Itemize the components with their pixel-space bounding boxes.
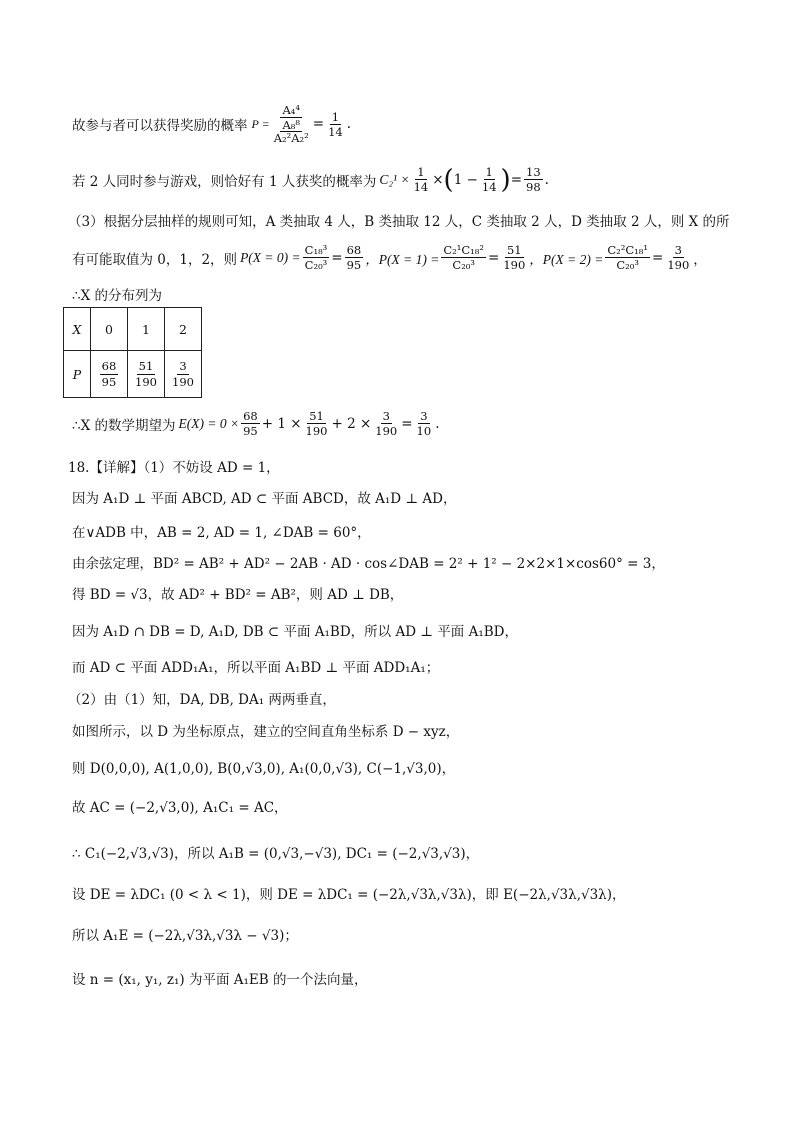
frac-num: C₂¹C₁₈² — [443, 243, 484, 257]
x-values-line — [72, 244, 707, 271]
text-line: 所以 A₁E = (−2λ,√3λ,√3λ − √3)； — [72, 928, 298, 944]
expectation-expr: E(X) = 0 × — [178, 415, 240, 431]
text-line: 则 D(0,0,0), A(1,0,0), B(0,√3,0), A₁(0,0,√3), C(−1,√3,0)， — [72, 761, 456, 777]
table-row-x — [64, 308, 202, 351]
stratified-sampling-line — [68, 210, 730, 230]
table-row-p — [64, 351, 202, 398]
solution-18-title — [68, 456, 280, 476]
frac-den: 190 — [135, 374, 157, 389]
p-x2-label: ，P(X = 2) = — [529, 251, 604, 267]
prob-fraction-num: A₄⁴ — [282, 103, 301, 117]
solution-line — [72, 842, 479, 862]
left-paren: ( — [443, 164, 454, 195]
table-cell — [128, 351, 165, 398]
solution-line — [72, 720, 459, 740]
frac-num: 68 — [101, 359, 117, 374]
p-x2-value — [665, 244, 691, 271]
solution-line — [72, 924, 298, 944]
frac-den: C₂₀³ — [616, 258, 639, 273]
solution-line — [72, 796, 288, 816]
frac-den: 190 — [305, 424, 328, 439]
prob-fraction-den-bottom: A₂²A₂² — [273, 131, 309, 146]
p-x0-comb — [303, 244, 330, 271]
frac-num: C₂²C₁₈¹ — [607, 243, 649, 257]
solution-line — [72, 968, 367, 988]
frac-den: 190 — [667, 258, 690, 273]
text-line: 由余弦定理，BD² = AB² + AD² − 2AB · AD · cos∠DAB = 2² + 1² − 2×2×1×cos60° = 3， — [72, 556, 665, 572]
frac-num: 3 — [420, 409, 428, 423]
times-sign: × — [432, 171, 444, 188]
p-x0-value — [345, 244, 364, 271]
solution-line — [72, 552, 665, 572]
two-player-line — [72, 166, 549, 193]
frac-den: 95 — [243, 424, 258, 439]
frac-num: C₁₈³ — [304, 243, 328, 257]
p-x1-label: ，P(X = 1) = — [365, 251, 440, 267]
text-line: 因为 A₁D ⊥ 平面 ABCD, AD ⊂ 平面 ABCD，故 A₁D ⊥ AD， — [72, 491, 457, 507]
frac-num: 13 — [526, 165, 541, 179]
text-line: 设 DE = λDC₁ (0 < λ < 1)，则 DE = λDC₁ = (−2λ,√3λ,√3λ)，即 E(−2λ,√3λ,√3λ)， — [72, 887, 626, 903]
text-line: 得 BD = √3，故 AD² + BD² = AB²，则 AD ⊥ DB， — [72, 587, 404, 603]
frac-den: 95 — [101, 374, 117, 389]
frac-num: 3 — [382, 409, 390, 423]
frac-1-14-a — [412, 166, 431, 193]
distribution-table — [63, 307, 202, 398]
eq-sign: = — [312, 116, 325, 133]
x-values-text: 有可能取值为 0，1，2，则 — [72, 251, 238, 268]
table-cell: X — [64, 308, 91, 351]
table-cell: 0 — [91, 308, 128, 351]
prob-award-text: 故参与者可以获得奖励的概率 — [72, 118, 248, 135]
text-line: 在∨ADB 中，AB = 2, AD = 1, ∠DAB = 60°， — [72, 525, 371, 541]
frac-num: 51 — [506, 243, 522, 257]
plus-term: + 2 × — [331, 415, 372, 432]
solution-line — [72, 883, 626, 903]
solution-line — [68, 688, 336, 708]
frac-num: 1 — [485, 165, 493, 179]
frac-num: 51 — [309, 409, 324, 423]
eq-sign: = — [401, 415, 413, 432]
comma: ， — [693, 251, 707, 268]
solution-line — [72, 620, 518, 640]
text-line: 故 AC = (−2,√3,0), A₁C₁ = AC， — [72, 800, 288, 816]
result-num: 1 — [331, 109, 340, 124]
frac-num: 51 — [138, 359, 154, 374]
prob-fraction-den — [272, 118, 311, 144]
frac-13-98 — [524, 166, 543, 193]
distribution-heading — [72, 284, 162, 304]
frac-num: 68 — [346, 243, 362, 257]
p-x1-value — [501, 244, 527, 271]
text-line: 18.【详解】（1）不妨设 AD = 1， — [68, 460, 280, 476]
p-x0-label: P(X = 0) = — [240, 249, 301, 265]
p-x2-comb — [605, 244, 650, 271]
p-x1-comb — [441, 244, 486, 271]
frac-den: 98 — [526, 180, 541, 195]
eq-sign: = — [652, 249, 664, 266]
table-cell — [165, 351, 202, 398]
table-cell — [91, 351, 128, 398]
eq-sign: = — [331, 249, 343, 266]
table-cell: P — [64, 351, 91, 398]
table-cell: 2 — [165, 308, 202, 351]
solution-line — [72, 757, 455, 777]
solution-line — [72, 521, 371, 541]
frac-den: 190 — [375, 424, 398, 439]
solution-line — [72, 487, 456, 507]
period: . — [346, 116, 352, 133]
solution-line — [72, 583, 403, 603]
period: . — [544, 171, 549, 188]
text-line: ∴ C₁(−2,√3,√3)，所以 A₁B = (0,√3,−√3), DC₁ = (−2,√3,√3)， — [72, 846, 480, 862]
text-line: 设 n = (x₁, y₁, z₁) 为平面 A₁EB 的一个法向量， — [72, 972, 368, 988]
expectation-line — [72, 410, 439, 437]
frac-den: C₂₀³ — [452, 258, 475, 273]
frac-den: 95 — [346, 258, 362, 273]
stratified-text: （3）根据分层抽样的规则可知，A 类抽取 4 人，B 类抽取 12 人，C 类抽取 2 人，D 类抽取 2 人，则 X 的所 — [68, 214, 730, 230]
frac-num: 1 — [417, 165, 425, 179]
frac-num: 3 — [179, 359, 187, 374]
frac-den: C₂₀³ — [304, 258, 328, 273]
frac-den: 190 — [172, 374, 194, 389]
two-player-text: 若 2 人同时参与游戏，则恰好有 1 人获奖的概率为 — [72, 173, 377, 190]
eq-sign: = — [488, 249, 500, 266]
table-cell: 1 — [128, 308, 165, 351]
prob-fraction-den-top: A₈⁸ — [282, 118, 301, 133]
expectation-text: ∴X 的数学期望为 — [72, 417, 176, 434]
text-line: （2）由（1）知，DA, DB, DA₁ 两两垂直， — [68, 692, 336, 708]
one-minus: 1 − — [453, 171, 478, 188]
period: . — [435, 415, 440, 432]
text-line: 而 AD ⊂ 平面 ADD₁A₁，所以平面 A₁BD ⊥ 平面 ADD₁A₁； — [72, 660, 440, 676]
frac-1-14-b — [480, 166, 499, 193]
prob-result-fraction — [326, 111, 345, 138]
right-paren: ) — [500, 164, 511, 195]
prob-award-line — [72, 104, 351, 144]
plus-term: + 1 × — [261, 415, 302, 432]
frac-den: 14 — [481, 180, 497, 195]
frac-num: 68 — [243, 409, 258, 423]
distribution-heading-text: ∴X 的分布列为 — [72, 288, 162, 304]
frac-den: 10 — [416, 424, 432, 439]
frac-den: 190 — [503, 258, 526, 273]
prob-lhs: P = — [251, 116, 270, 131]
frac-num: 3 — [674, 243, 682, 257]
solution-line — [72, 656, 439, 676]
text-line: 如图所示，以 D 为坐标原点，建立的空间直角坐标系 D − xyz， — [72, 724, 460, 740]
comb-c21: C₂¹ × — [379, 171, 410, 187]
result-den: 14 — [328, 124, 343, 139]
text-line: 因为 A₁D ∩ DB = D, A₁D, DB ⊂ 平面 A₁BD，所以 AD ⊥ 平面 A₁BD， — [72, 624, 518, 640]
frac-den: 14 — [413, 180, 429, 195]
eq-sign: = — [510, 171, 522, 188]
prob-fraction — [272, 104, 311, 144]
